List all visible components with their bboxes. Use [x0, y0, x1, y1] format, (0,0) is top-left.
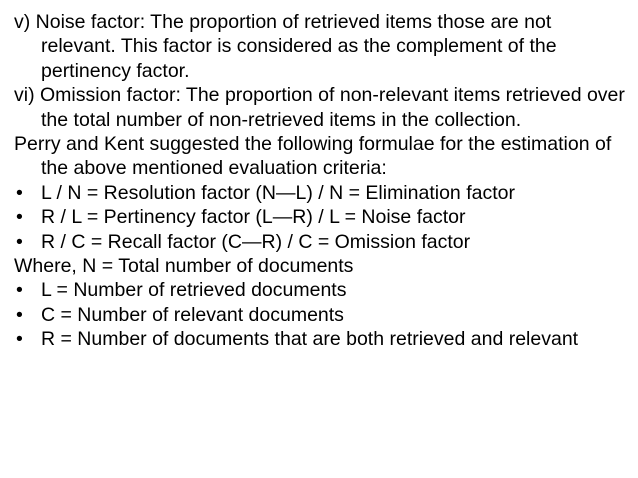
- definition-text: R = Number of documents that are both retrieved and relevant: [41, 328, 579, 351]
- formula-text: R / L = Pertinency factor (L—R) / L = Noise factor: [41, 206, 466, 229]
- perry-kent-intro-paragraph: Perry and Kent suggested the following formulae for the estimation of the above mentioned evaluation criteria:: [14, 133, 612, 180]
- bullet-icon: •: [16, 181, 23, 204]
- definition-item-l: [14, 278, 630, 302]
- definition-text: L = Number of retrieved documents: [41, 279, 347, 302]
- formula-item-pertinency: [14, 205, 630, 229]
- bullet-icon: •: [16, 328, 23, 351]
- bullet-icon: •: [16, 279, 23, 302]
- formula-list: [14, 181, 630, 254]
- definition-text: C = Number of relevant documents: [41, 303, 344, 326]
- definition-item-r: [14, 327, 630, 351]
- definition-list: [14, 278, 630, 351]
- bullet-icon: •: [16, 230, 23, 253]
- bullet-icon: •: [16, 206, 23, 229]
- slide-content: [14, 10, 630, 352]
- formula-text: L / N = Resolution factor (N—L) / N = Elimination factor: [41, 181, 515, 204]
- bullet-icon: •: [16, 303, 23, 326]
- noise-factor-paragraph: v) Noise factor: The proportion of retrieved items those are not relevant. This factor is considered as the complement of the pertinency factor.: [14, 11, 557, 82]
- where-line: Where, N = Total number of documents: [14, 255, 354, 278]
- formula-item-resolution: [14, 181, 630, 205]
- formula-item-recall: [14, 230, 630, 254]
- omission-factor-paragraph: vi) Omission factor: The proportion of non-relevant items retrieved over the total number of non-retrieved items in the collection.: [14, 84, 625, 131]
- formula-text: R / C = Recall factor (C—R) / C = Omission factor: [41, 230, 471, 253]
- definition-item-c: [14, 303, 630, 327]
